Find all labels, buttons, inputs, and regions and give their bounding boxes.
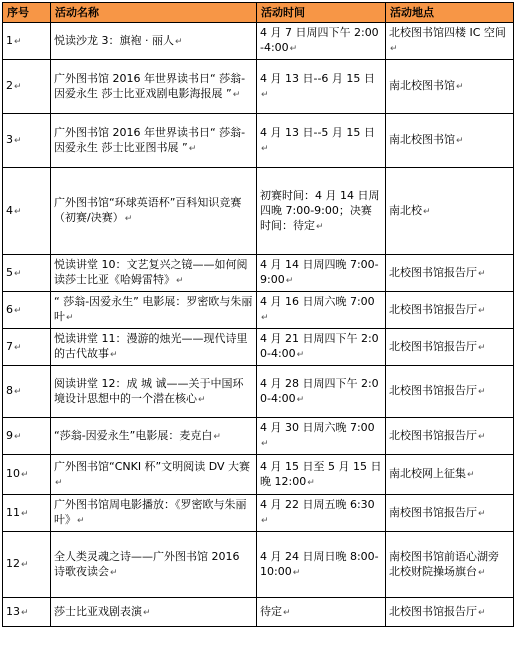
cell-place-text: 南北校图书馆: [389, 79, 455, 92]
cell-no-text: 11: [6, 505, 20, 519]
paragraph-mark-icon: ↵: [14, 305, 22, 316]
cell-name-text: 悦读讲堂 11：漫游的烛光——现代诗里的古代故事: [54, 332, 248, 360]
paragraph-mark-icon: ↵: [174, 36, 183, 47]
cell-no-text: 3: [6, 133, 13, 146]
cell-time: [257, 418, 386, 455]
table-row: [3, 23, 514, 60]
cell-name: [51, 418, 257, 455]
cell-no-text: 5: [6, 265, 13, 279]
cell-name: [51, 495, 257, 532]
cell-time-text: 4 月 15 日至 5 月 15 日晚 12:00: [260, 459, 382, 488]
cell-no-text: 4: [6, 203, 13, 217]
cell-name: [51, 366, 257, 418]
cell-place: [386, 255, 514, 292]
paragraph-mark-icon: ↵: [213, 431, 221, 442]
cell-no-text: 2: [6, 79, 13, 92]
paragraph-mark-icon: ↵: [14, 387, 22, 397]
paragraph-mark-icon: ↵: [423, 206, 431, 217]
table-row: [3, 114, 514, 168]
table-body: [3, 23, 514, 627]
cell-time: [257, 23, 386, 60]
cell-time: [257, 366, 386, 418]
table-row: [3, 495, 514, 532]
cell-name: [51, 598, 257, 627]
paragraph-mark-icon: ↵: [176, 276, 184, 286]
cell-time-text: 4 月 14 日周四晚 7:00-9:00: [260, 258, 379, 286]
cell-name-text: 悦读沙龙 3：旗袍 · 丽人: [54, 33, 174, 47]
paragraph-mark-icon: ↵: [21, 560, 29, 570]
cell-place-text: 南校图书馆报告厅: [389, 505, 477, 519]
paragraph-mark-icon: ↵: [14, 268, 22, 279]
cell-place: [386, 532, 514, 598]
cell-name: [51, 255, 257, 292]
cell-time: [257, 455, 386, 495]
cell-time-text: 4 月 13 日--6 月 15 日: [260, 71, 375, 85]
cell-no: [3, 23, 51, 60]
cell-place-text: 南北校图书馆: [389, 133, 455, 146]
paragraph-mark-icon: ↵: [77, 516, 85, 526]
paragraph-mark-icon: ↵: [456, 136, 464, 146]
cell-no-text: 9: [6, 428, 13, 442]
cell-name: [51, 532, 257, 598]
cell-place-text: 北校图书馆报告厅: [389, 265, 477, 279]
paragraph-mark-icon: ↵: [232, 89, 241, 100]
cell-place: [386, 23, 514, 60]
paragraph-mark-icon: ↵: [456, 82, 464, 92]
cell-name: [51, 168, 257, 255]
cell-no-text: 8: [6, 384, 13, 397]
paragraph-mark-icon: ↵: [478, 268, 486, 279]
cell-name-text: 全人类灵魂之诗——广外图书馆 2016 诗歌夜读会: [54, 549, 240, 578]
cell-time-text: 4 月 22 日周五晚 6:30: [260, 498, 375, 511]
cell-no: [3, 495, 51, 532]
cell-name: [51, 60, 257, 114]
cell-place: [386, 329, 514, 366]
cell-place: [386, 455, 514, 495]
table-row: [3, 532, 514, 598]
cell-time-text: 4 月 16 日周六晚 7:00: [260, 295, 375, 308]
paragraph-mark-icon: ↵: [289, 44, 298, 54]
paragraph-mark-icon: ↵: [478, 431, 486, 442]
cell-place-text: 北校图书馆四楼 IC 空间: [389, 26, 506, 39]
paragraph-mark-icon: ↵: [14, 136, 22, 146]
table-row: [3, 455, 514, 495]
cell-no: [3, 329, 51, 366]
paragraph-mark-icon: ↵: [296, 394, 305, 405]
cell-time-text: 4 月 30 日周六晚 7:00: [260, 421, 375, 434]
cell-place: [386, 598, 514, 627]
paragraph-mark-icon: ↵: [478, 508, 486, 519]
cell-name-text: “莎翁-因爱永生”电影展：麦克白: [54, 428, 213, 442]
cell-place-text: 南北校网上征集: [389, 467, 466, 480]
header-time: 活动时间: [257, 3, 386, 23]
cell-place-text: 北校图书馆报告厅: [389, 302, 477, 316]
paragraph-mark-icon: ↵: [478, 342, 486, 353]
table-row: [3, 329, 514, 366]
paragraph-mark-icon: ↵: [188, 143, 197, 154]
cell-no: [3, 455, 51, 495]
cell-place: [386, 292, 514, 329]
paragraph-mark-icon: ↵: [478, 607, 486, 618]
cell-place: [386, 418, 514, 455]
cell-time: [257, 329, 386, 366]
paragraph-mark-icon: ↵: [124, 214, 133, 224]
cell-name-text: 悦读讲堂 10：文艺复兴之镜——如何阅读莎士比亚《哈姆雷特》: [54, 258, 248, 286]
cell-no: [3, 255, 51, 292]
cell-name-text: “ 莎翁-因爱永生” 电影展：罗密欧与朱丽叶: [54, 295, 253, 323]
cell-place: [386, 114, 514, 168]
cell-place-text: 北校图书馆报告厅: [389, 339, 477, 353]
cell-no: [3, 114, 51, 168]
cell-place: [386, 168, 514, 255]
paragraph-mark-icon: ↵: [261, 439, 269, 449]
cell-no: [3, 60, 51, 114]
paragraph-mark-icon: ↵: [292, 567, 301, 578]
cell-time-text: 待定: [260, 604, 282, 618]
paragraph-mark-icon: ↵: [261, 143, 269, 154]
header-place: 活动地点: [386, 3, 514, 23]
paragraph-mark-icon: ↵: [14, 206, 22, 217]
paragraph-mark-icon: ↵: [261, 89, 269, 100]
events-table: [2, 2, 514, 627]
cell-name-text: 广外图书馆 2016 年世界读书日“ 莎翁-因爱永生 莎士比亚图书展 ”: [54, 125, 246, 154]
cell-time: [257, 255, 386, 292]
paragraph-mark-icon: ↵: [478, 387, 486, 397]
cell-time-text: 4 月 7 日周四下午 2:00-4:00: [260, 26, 379, 54]
cell-no: [3, 532, 51, 598]
paragraph-mark-icon: ↵: [110, 350, 118, 360]
cell-time: [257, 114, 386, 168]
cell-place-text: 北校图书馆报告厅: [389, 384, 477, 397]
paragraph-mark-icon: ↵: [21, 508, 29, 519]
cell-no-text: 10: [6, 467, 20, 480]
paragraph-mark-icon: ↵: [14, 342, 22, 353]
cell-place: [386, 495, 514, 532]
paragraph-mark-icon: ↵: [66, 313, 74, 323]
cell-time-text: 4 月 24 日周日晚 8:00-10:00: [260, 549, 379, 578]
header-name: 活动名称: [51, 3, 257, 23]
paragraph-mark-icon: ↵: [307, 477, 315, 488]
cell-time: [257, 168, 386, 255]
cell-time: [257, 598, 386, 627]
paragraph-mark-icon: ↵: [14, 431, 22, 442]
cell-name: [51, 23, 257, 60]
cell-no-text: 6: [6, 302, 13, 316]
table-row: [3, 168, 514, 255]
cell-name-text: 阅读讲堂 12：成 城 诚——关于中国环境设计思想中的一个潜在核心: [54, 376, 244, 405]
paragraph-mark-icon: ↵: [261, 313, 269, 323]
cell-place: [386, 366, 514, 418]
paragraph-mark-icon: ↵: [478, 567, 486, 578]
cell-name: [51, 329, 257, 366]
paragraph-mark-icon: ↵: [296, 350, 305, 360]
paragraph-mark-icon: ↵: [285, 276, 294, 286]
cell-time: [257, 495, 386, 532]
cell-no-text: 13: [6, 604, 20, 618]
cell-time: [257, 292, 386, 329]
cell-place: [386, 60, 514, 114]
table-row: [3, 366, 514, 418]
cell-place-text: 南北校: [389, 203, 422, 217]
cell-place-text: 北校图书馆报告厅: [389, 428, 477, 442]
cell-name-text: 广外图书馆“CNKI 杯”文明阅读 DV 大赛: [54, 459, 251, 473]
cell-name-text: 广外图书馆周电影播放：《罗密欧与朱丽叶》: [54, 498, 247, 526]
table-row: [3, 255, 514, 292]
cell-place-text: 南校图书馆前语心湖旁 北校财院操场旗台: [389, 549, 499, 578]
cell-time-text: 4 月 21 日周四下午 2:00-4:00: [260, 332, 379, 360]
cell-time-text: 4 月 13 日--5 月 15 日: [260, 125, 375, 139]
paragraph-mark-icon: ↵: [198, 394, 206, 405]
cell-no-text: 12: [6, 557, 20, 570]
cell-no: [3, 598, 51, 627]
cell-no-text: 7: [6, 339, 13, 353]
cell-no-text: 1: [6, 33, 13, 47]
cell-no: [3, 168, 51, 255]
cell-name-text: 广外图书馆 2016 年世界读书日“ 莎翁-因爱永生 莎士比亚戏剧电影海报展 ”: [54, 71, 246, 100]
cell-name: [51, 114, 257, 168]
table-row: [3, 60, 514, 114]
cell-name-text: 莎士比亚戏剧表演: [54, 604, 142, 618]
cell-no: [3, 292, 51, 329]
table-row: [3, 598, 514, 627]
cell-time: [257, 60, 386, 114]
cell-name: [51, 292, 257, 329]
cell-no: [3, 418, 51, 455]
table-header: [3, 3, 514, 23]
cell-no: [3, 366, 51, 418]
header-row: [3, 3, 514, 23]
paragraph-mark-icon: ↵: [467, 470, 475, 480]
paragraph-mark-icon: ↵: [14, 36, 22, 47]
paragraph-mark-icon: ↵: [390, 44, 398, 54]
paragraph-mark-icon: ↵: [261, 516, 269, 526]
paragraph-mark-icon: ↵: [110, 567, 118, 578]
cell-time-text: 4 月 28 日周四下午 2:00-4:00: [260, 376, 379, 405]
table-row: [3, 292, 514, 329]
paragraph-mark-icon: ↵: [21, 607, 29, 618]
paragraph-mark-icon: ↵: [478, 305, 486, 316]
header-no: 序号: [3, 3, 51, 23]
paragraph-mark-icon: ↵: [21, 470, 29, 480]
paragraph-mark-icon: ↵: [316, 221, 324, 232]
paragraph-mark-icon: ↵: [14, 82, 22, 92]
cell-name: [51, 455, 257, 495]
table-row: [3, 418, 514, 455]
paragraph-mark-icon: ↵: [283, 607, 291, 618]
cell-time-text: 初赛时间：4 月 14 日周四晚 7:00-9:00；决赛时间：待定: [260, 188, 380, 232]
paragraph-mark-icon: ↵: [55, 477, 63, 488]
cell-name-text: 广外图书馆“环球英语杯”百科知识竞赛（初赛/决赛）: [54, 196, 242, 224]
cell-time: [257, 532, 386, 598]
paragraph-mark-icon: ↵: [143, 607, 151, 618]
cell-place-text: 北校图书馆报告厅: [389, 604, 477, 618]
